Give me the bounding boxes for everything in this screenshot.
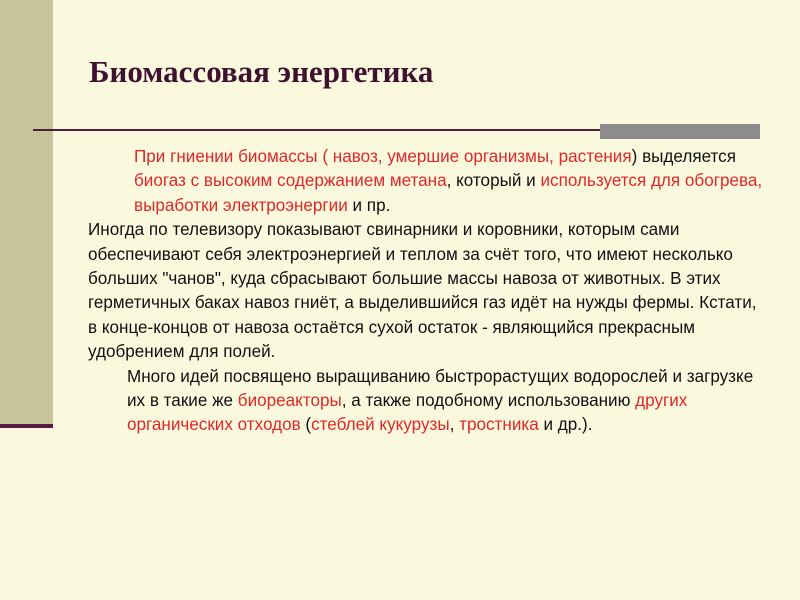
text-segment: биогаз с высоким содержанием метана <box>134 171 447 191</box>
text-segment: тростника <box>459 415 539 435</box>
text-segment: биореакторы <box>237 391 342 411</box>
text-segment: ) выделяется <box>631 147 736 166</box>
paragraph-farms <box>88 218 768 364</box>
text-segment: других органических отходов <box>127 391 688 435</box>
paragraph-algae <box>88 365 768 438</box>
text-segment: При гниении биомассы ( <box>134 147 329 166</box>
title-divider-block <box>600 124 760 139</box>
text-segment: стеблей кукурузы <box>311 415 450 435</box>
paragraph-biogas <box>88 145 768 218</box>
text-segment: , <box>449 415 460 435</box>
text-segment: Иногда по телевизору показывают свинарники и коровники, которым сами обеспечивают себя электроэнергией и теплом за счёт того, что имеют несколько больших "чанов", куда сбрасывают большие массы навоза от животных. В этих герметичных баках навоз гниёт, а выделившийся газ идёт на нужды фермы. Кстати, в конце-концов от навоза остаётся сухой остаток - являющийся прекрасным удобрением для полей. <box>88 220 757 362</box>
text-segment: навоз, умершие организмы, растения <box>328 147 632 166</box>
left-decor-bar <box>0 0 53 424</box>
text-segment: ( <box>300 415 312 435</box>
text-segment: используется для обогрева, выработки электроэнергии <box>134 171 763 215</box>
left-decor-underline <box>0 424 53 428</box>
text-segment: и др.). <box>538 415 593 435</box>
slide-body <box>88 145 768 438</box>
text-segment: , который и <box>446 171 541 191</box>
slide-title: Биомассовая энергетика <box>89 54 434 89</box>
title-divider-line <box>33 129 600 131</box>
text-segment: , а также подобному использованию <box>341 391 636 411</box>
text-segment: и пр. <box>347 195 391 215</box>
text-segment: Много идей посвящено выращиванию быстрорастущих водорослей и загрузке их в такие же <box>127 366 754 411</box>
